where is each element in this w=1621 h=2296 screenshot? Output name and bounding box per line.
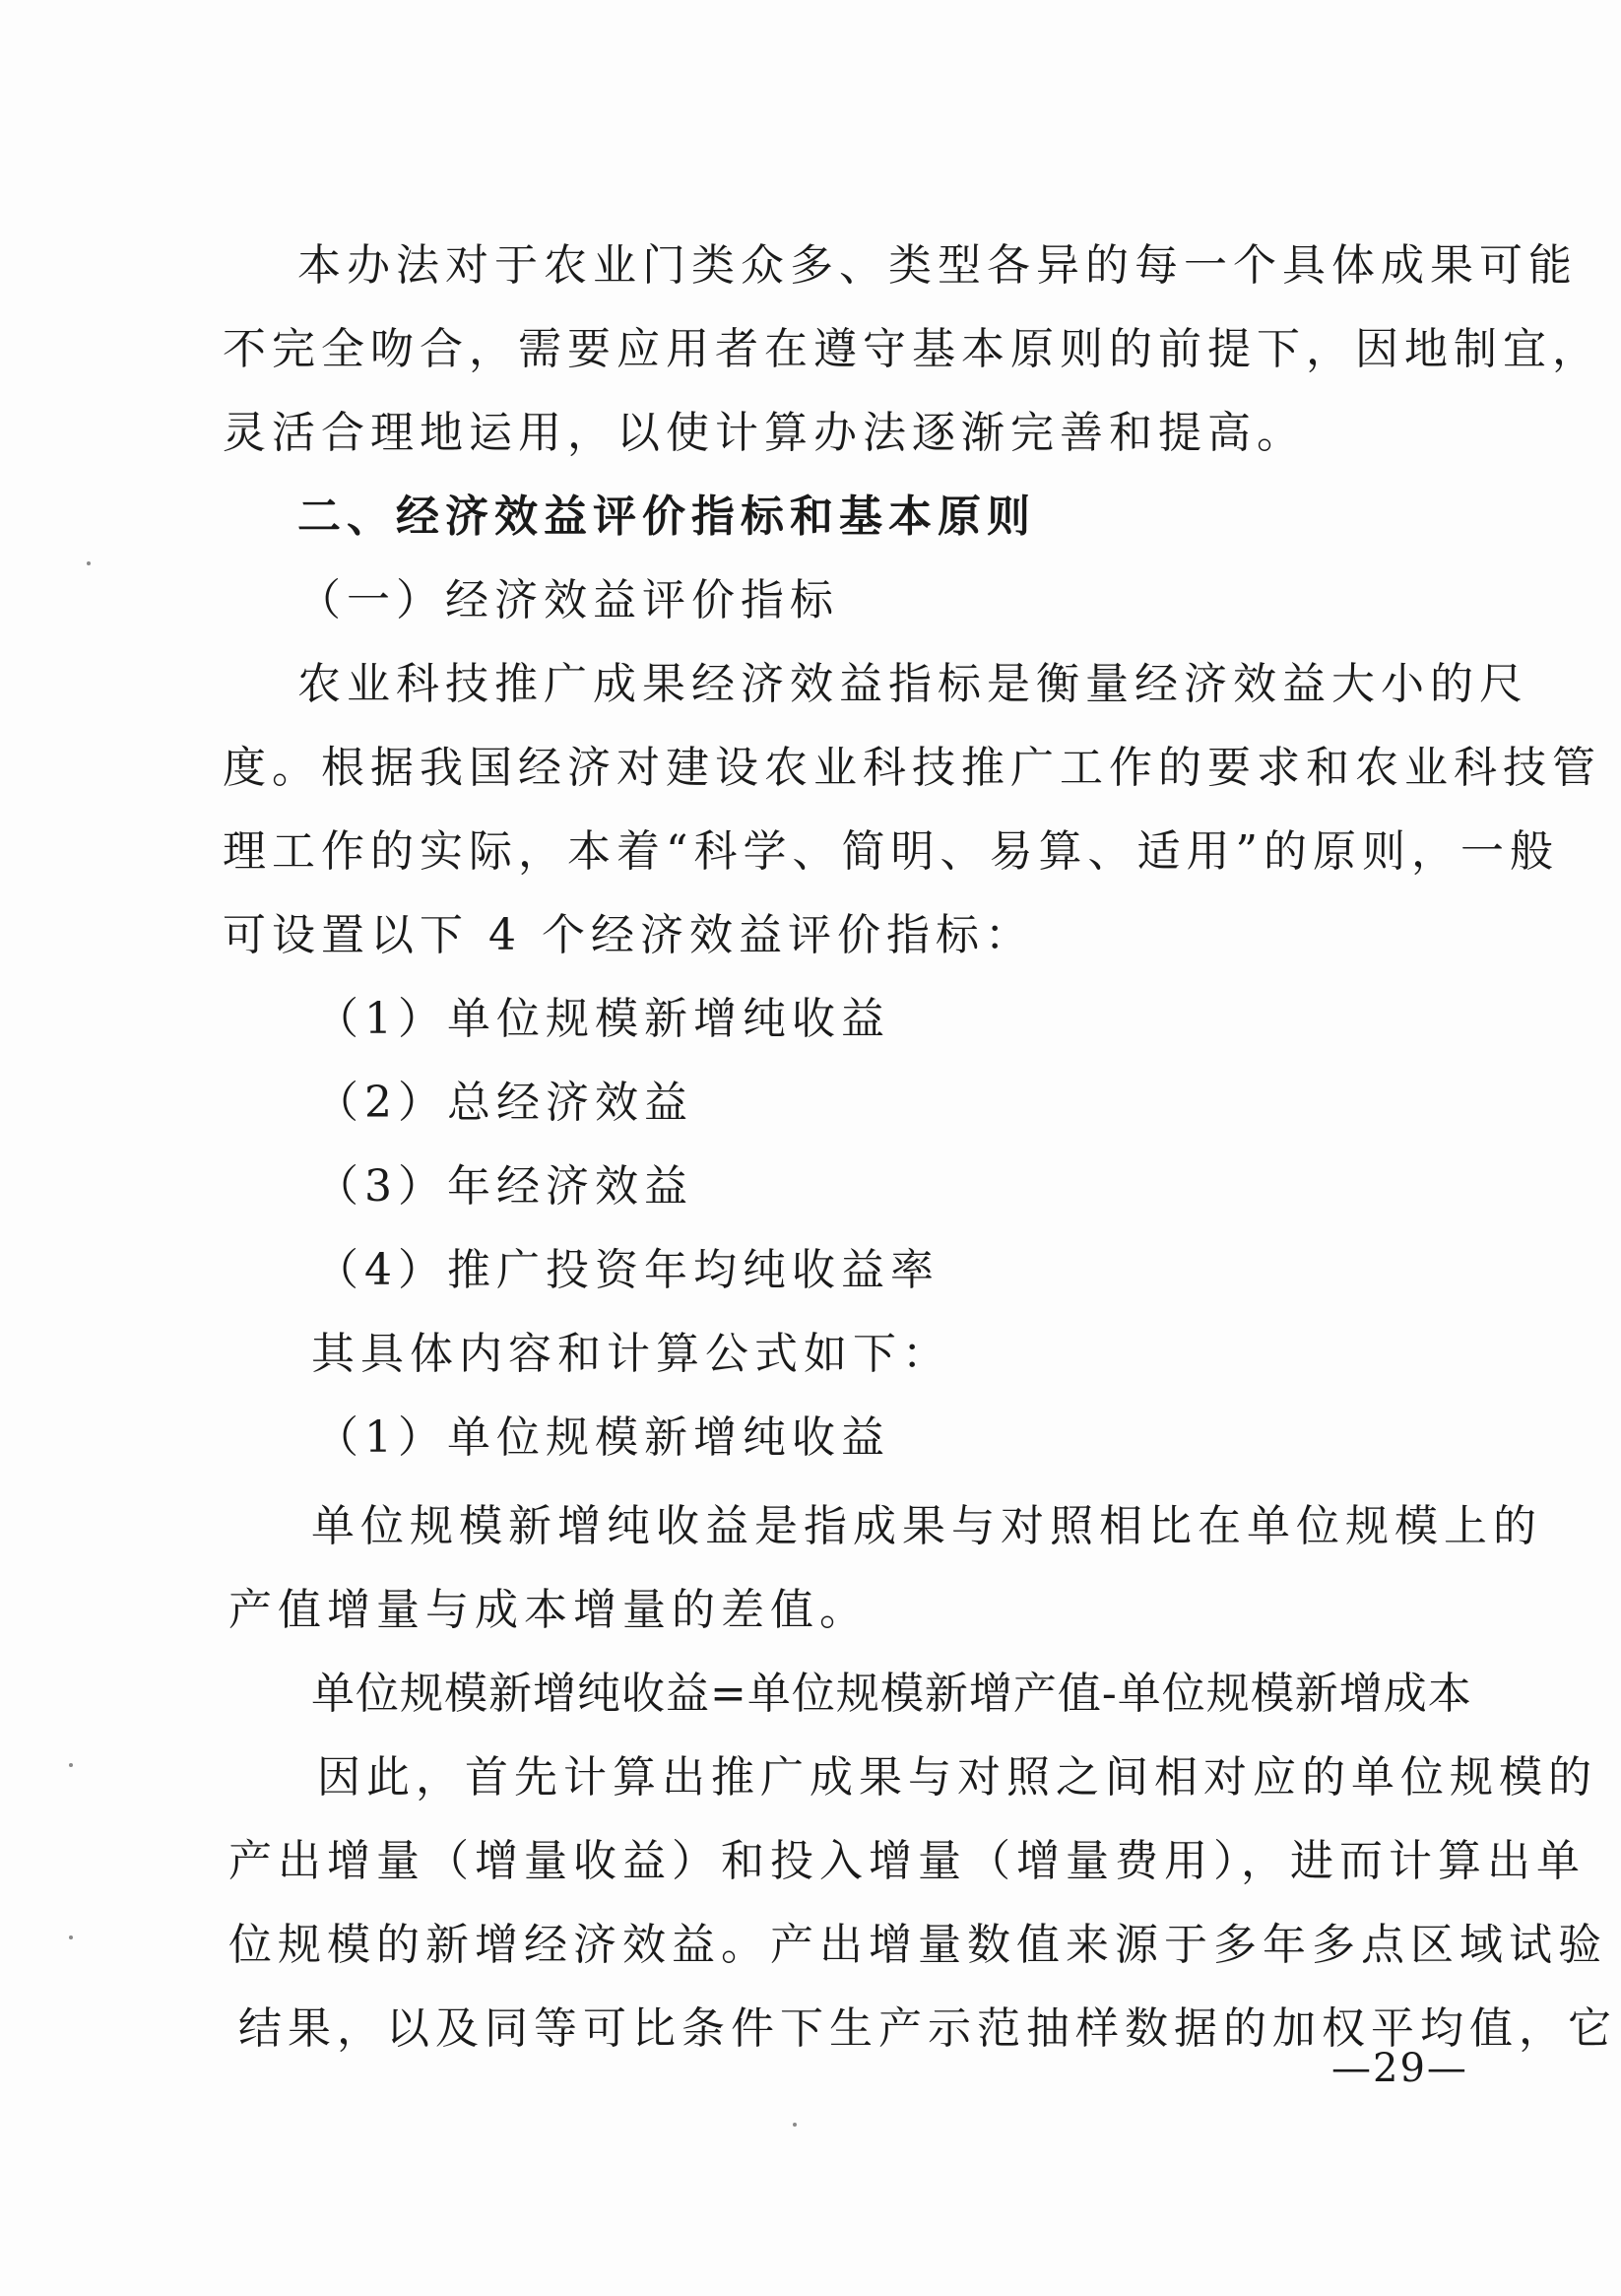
indicator-list-item: （1）单位规模新增纯收益 (315, 994, 890, 1044)
indicator-list-item: （4）推广投资年均纯收益率 (315, 1245, 940, 1295)
body-paragraph-line: 不完全吻合，需要应用者在遵守基本原则的前提下，因地制宜， (223, 324, 1601, 374)
body-paragraph-line: 度。根据我国经济对建设农业科技推广工作的要求和农业科技管 (223, 743, 1601, 793)
body-paragraph-line: 本办法对于农业门类众多、类型各异的每一个具体成果可能 (297, 240, 1578, 291)
indicator-list-item: （2）总经济效益 (315, 1078, 693, 1128)
body-paragraph-line: 单位规模新增纯收益是指成果与对照相比在单位规模上的 (311, 1501, 1542, 1551)
page-number: —29— (1331, 2046, 1468, 2091)
section-heading: 二、经济效益评价指标和基本原则 (297, 492, 1036, 542)
scan-speck (87, 561, 91, 565)
scan-speck (793, 2123, 797, 2127)
body-paragraph-line: 位规模的新增经济效益。产出增量数值来源于多年多点区域试验 (228, 1920, 1607, 1970)
body-paragraph-line: 其具体内容和计算公式如下： (311, 1329, 951, 1379)
subsection-heading: （一）经济效益评价指标 (297, 575, 839, 625)
subsection-heading: （1）单位规模新增纯收益 (315, 1412, 890, 1463)
body-paragraph-line: 产出增量（增量收益）和投入增量（增量费用），进而计算出单 (228, 1836, 1586, 1886)
body-paragraph-line: 灵活合理地运用，以使计算办法逐渐完善和提高。 (223, 408, 1306, 458)
indicator-list-item: （3）年经济效益 (315, 1161, 693, 1212)
body-paragraph-line: 农业科技推广成果经济效益指标是衡量经济效益大小的尺 (297, 659, 1528, 709)
formula-line: 单位规模新增纯收益=单位规模新增产值-单位规模新增成本 (311, 1669, 1472, 1719)
body-paragraph-line: 理工作的实际，本着“科学、简明、易算、适用”的原则，一般 (223, 826, 1559, 877)
scan-speck (69, 1935, 73, 1939)
body-paragraph-line: 结果，以及同等可比条件下生产示范抽样数据的加权平均值，它 (238, 2003, 1617, 2054)
scan-speck (69, 1763, 73, 1767)
body-paragraph-line: 因此，首先计算出推广成果与对照之间相对应的单位规模的 (317, 1752, 1597, 1803)
body-paragraph-line: 可设置以下 4 个经济效益评价指标： (223, 910, 1034, 960)
body-paragraph-line: 产值增量与成本增量的差值。 (228, 1585, 869, 1635)
